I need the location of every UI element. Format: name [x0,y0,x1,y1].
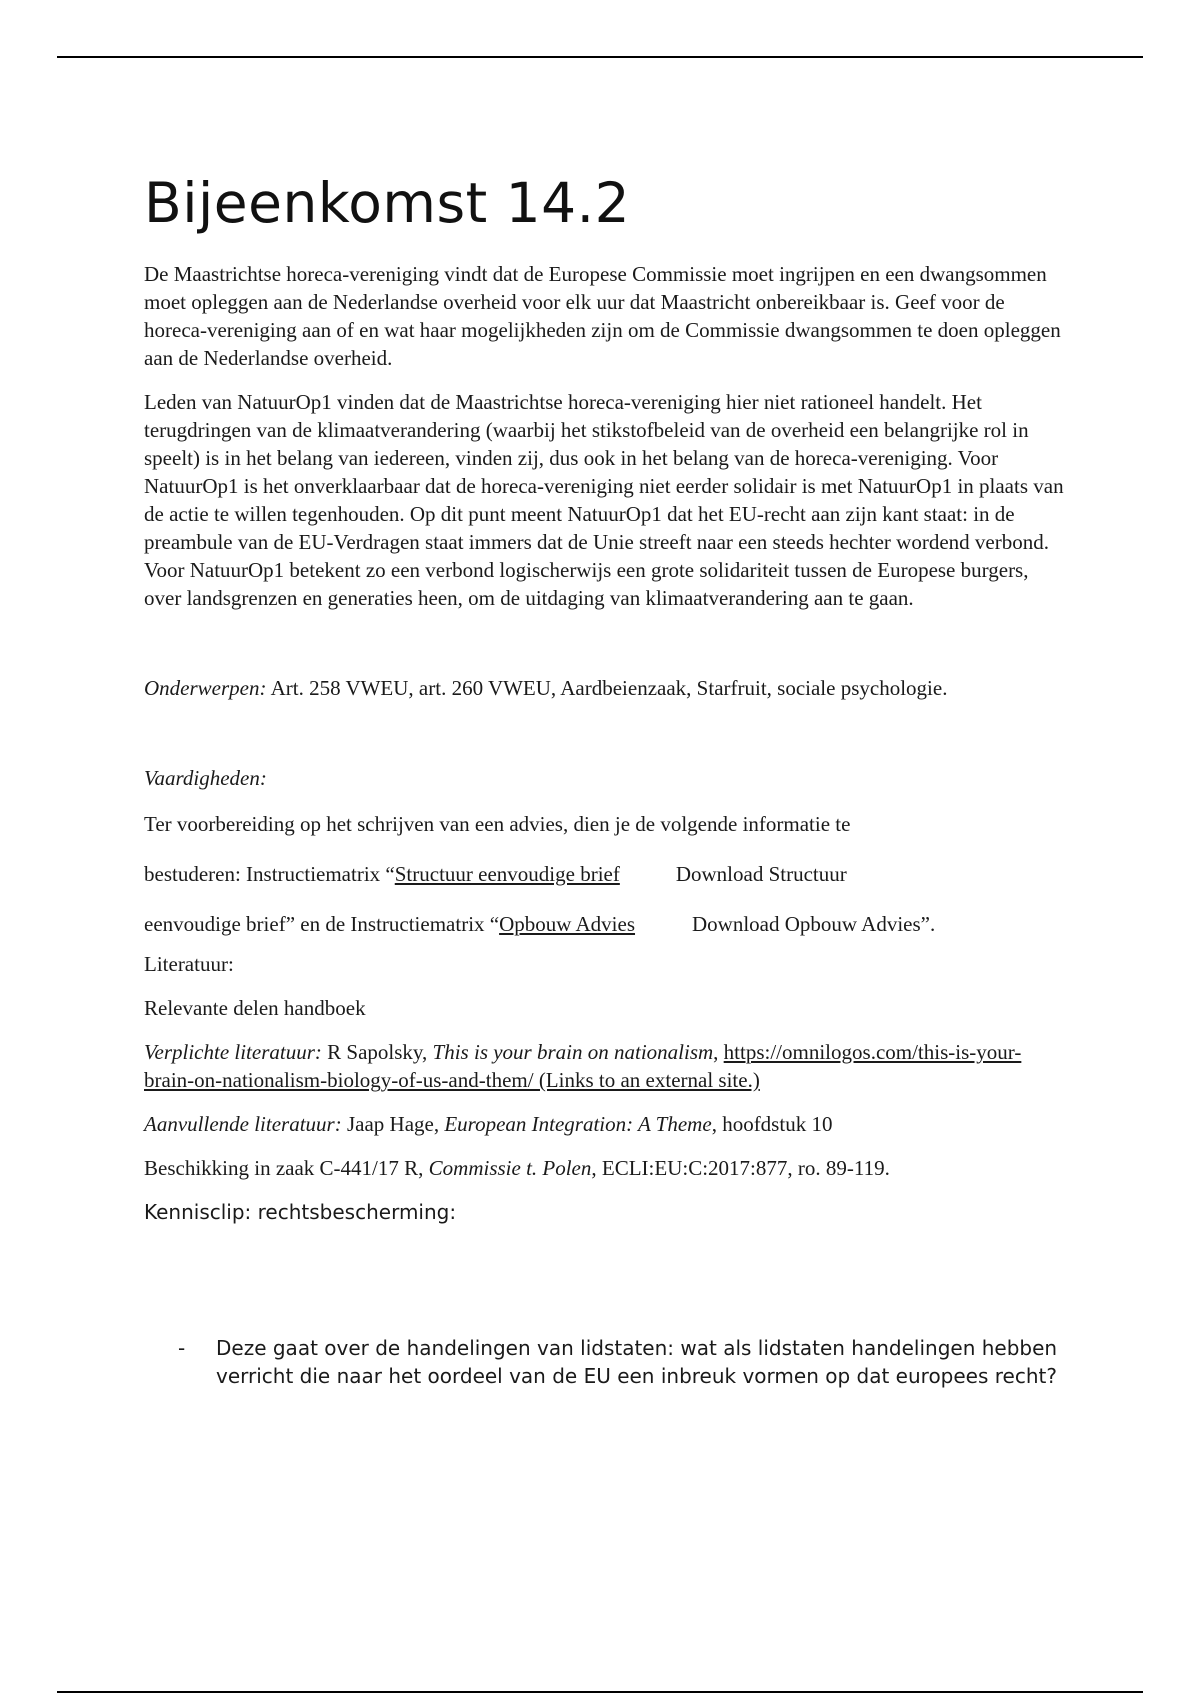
structuur-brief-link[interactable]: Structuur eenvoudige brief [394,862,620,886]
additional-label: Aanvullende literatuur: [144,1112,342,1136]
bullet-text: Deze gaat over de handelingen van lidstaten: wat als lidstaten handelingen hebben verricht die naar het oordeel van de EU een inbreuk vormen op dat europees recht? [216,1336,1058,1388]
kennisclip-label: Kennisclip: rechtsbescherming: [144,1200,457,1224]
additional-literature: Aanvullende literatuur: Jaap Hage, European Integration: A Theme, hoofdstuk 10 [144,1112,833,1136]
context-paragraph: Leden van NatuurOp1 vinden dat de Maastrichtse horeca-vereniging hier niet rationeel handelt. Het terugdringen van de klimaatverandering (waarbij het stikstofbeleid van de overheid een belangrijke rol in speelt) is in het belang van iedereen, vinden zij, dus ook in het belang van de horeca-vereniging. Voor NatuurOp1 is het onverklaarbaar dat de horeca-vereniging niet eerder solidair is met NatuurOp1 in plaats van de actie te willen tegenhouden. Op dit punt meent NatuurOp1 dat het EU-recht aan zijn kant staat: in de preambule van de EU-Verdragen staat immers dat de Unie streeft naar een steeds hechter wordend verbond. Voor NatuurOp1 betekent zo een verbond logischerwijs een grote solidariteit tussen de Europese burgers, over landsgrenzen en generaties heen, om de uitdaging van klimaatverandering aan te gaan. [144,390,1064,610]
case-title: Commissie t. Polen [428,1156,592,1180]
bullet-dash: - [178,1336,186,1360]
download-opbouw-link[interactable]: Download Opbouw Advies”. [692,912,936,936]
top-rule [57,56,1143,58]
topics-label: Onderwerpen: [144,676,267,700]
case-reference: Beschikking in zaak C-441/17 R, Commissie t. Polen, ECLI:EU:C:2017:877, ro. 89-119. [144,1156,890,1180]
list-item [178,1334,1064,1390]
required-literature: Verplichte literatuur: R Sapolsky, This is your brain on nationalism, https://omnilogos.com/this-is-your-brain-on-nationalism-biology-of-us-and-them/ (Links to an external site.) [144,1040,1022,1092]
literature-handbook: Relevante delen handboek [144,996,366,1020]
skills-line-2: bestuderen: Instructiematrix “Structuur eenvoudige brief Download Structuur [144,862,847,886]
skills-line-1: Ter voorbereiding op het schrijven van een advies, dien je de volgende informatie te [144,812,851,836]
download-structuur-link[interactable]: Download Structuur [675,862,847,886]
required-label: Verplichte literatuur: [144,1040,322,1064]
bottom-rule [57,1691,1143,1693]
required-external-link[interactable]: https://omnilogos.com/this-is-your-brain-on-nationalism-biology-of-us-and-them/ (Links to an external site.) [144,1040,1022,1092]
topics-line [144,674,1064,702]
page-title: Bijeenkomst 14.2 [144,171,631,235]
additional-title: European Integration: A Theme [444,1112,712,1136]
skills-line-3: eenvoudige brief” en de Instructiematrix “Opbouw Advies Download Opbouw Advies”. [144,912,936,936]
required-title: This is your brain on nationalism [432,1040,714,1064]
literature-label: Literatuur: [144,952,234,976]
assignment-paragraph: De Maastrichtse horeca-vereniging vindt dat de Europese Commissie moet ingrijpen en een dwangsommen moet opleggen aan de Nederlandse overheid voor elk uur dat Maastricht onbereikbaar is. Geef voor de horeca-vereniging aan of en wat haar mogelijkheden zijn om de Commissie dwangsommen te doen opleggen aan de Nederlandse overheid. [144,262,1061,370]
topics-text: Art. 258 VWEU, art. 260 VWEU, Aardbeienzaak, Starfruit, sociale psychologie. [266,676,948,700]
document-body [144,170,1064,1390]
opbouw-advies-link[interactable]: Opbouw Advies [499,912,636,936]
skills-label: Vaardigheden: [144,766,267,790]
